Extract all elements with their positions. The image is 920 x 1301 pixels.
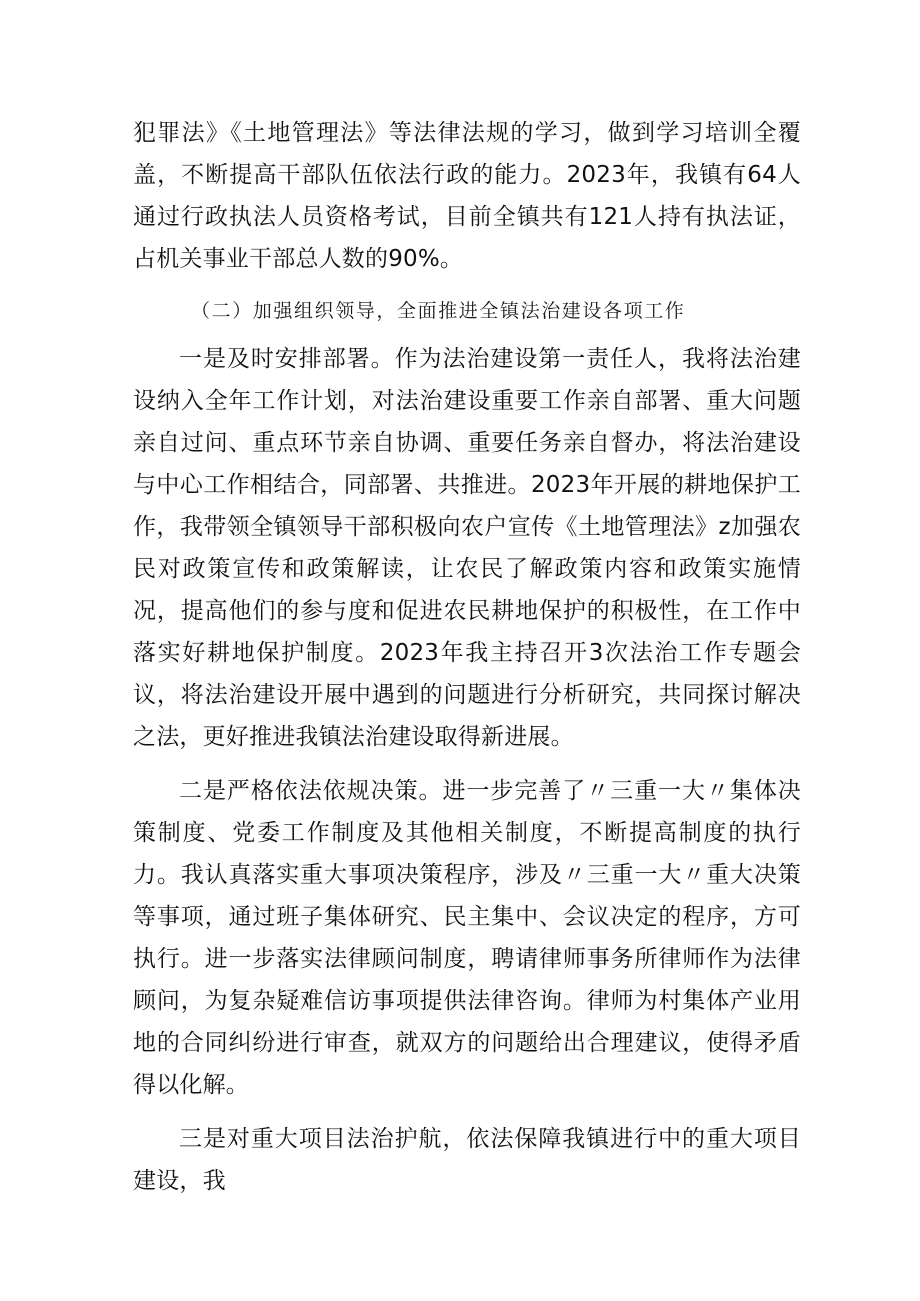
document-body <box>133 112 801 1202</box>
paragraph-timely-arrangement: 一是及时安排部署。作为法治建设第一责任人，我将法治建设纳入全年工作计划，对法治建设重要工作亲自部署、重大问题亲自过问、重点环节亲自协调、重要任务亲自督办，将法治建设与中心工作相结合，同部署、共推进。2023年开展的耕地保护工作，我带领全镇领导干部积极向农户宣传《土地管理法》z加强农民对政策宣传和政策解读，让农民了解政策内容和政策实施情况，提高他们的参与度和促进农民耕地保护的积极性，在工作中落实好耕地保护制度。2023年我主持召开3次法治工作专题会议，将法治建设开展中遇到的问题进行分析研究，共同探讨解决之法，更好推进我镇法治建设取得新进展。 <box>133 346 801 750</box>
paragraph-training-coverage: 犯罪法》《土地管理法》等法律法规的学习，做到学习培训全覆盖，不断提高干部队伍依法行政的能力。2023年，我镇有64人通过行政执法人员资格考试，目前全镇共有121人持有执法证，占机关事业干部总人数的90%。 <box>133 120 801 272</box>
section-heading-organization-leadership: （二）加强组织领导，全面推进全镇法治建设各项工作 <box>191 300 686 322</box>
paragraph-major-projects: 三是对重大项目法治护航，依法保障我镇进行中的重大项目建设，我 <box>133 1126 801 1194</box>
paragraph-lawful-decision-making: 二是严格依法依规决策。进一步完善了〃三重一大〃集体决策制度、党委工作制度及其他相关制度，不断提高制度的执行力。我认真落实重大事项决策程序，涉及〃三重一大〃重大决策等事项，通过班子集体研究、民主集中、会议决定的程序，方可执行。进一步落实法律顾问制度，聘请律师事务所律师作为法律顾问，为复杂疑难信访事项提供法律咨询。律师为村集体产业用地的合同纠纷进行审查，就双方的问题给出合理建议，使得矛盾得以化解。 <box>133 778 801 1098</box>
